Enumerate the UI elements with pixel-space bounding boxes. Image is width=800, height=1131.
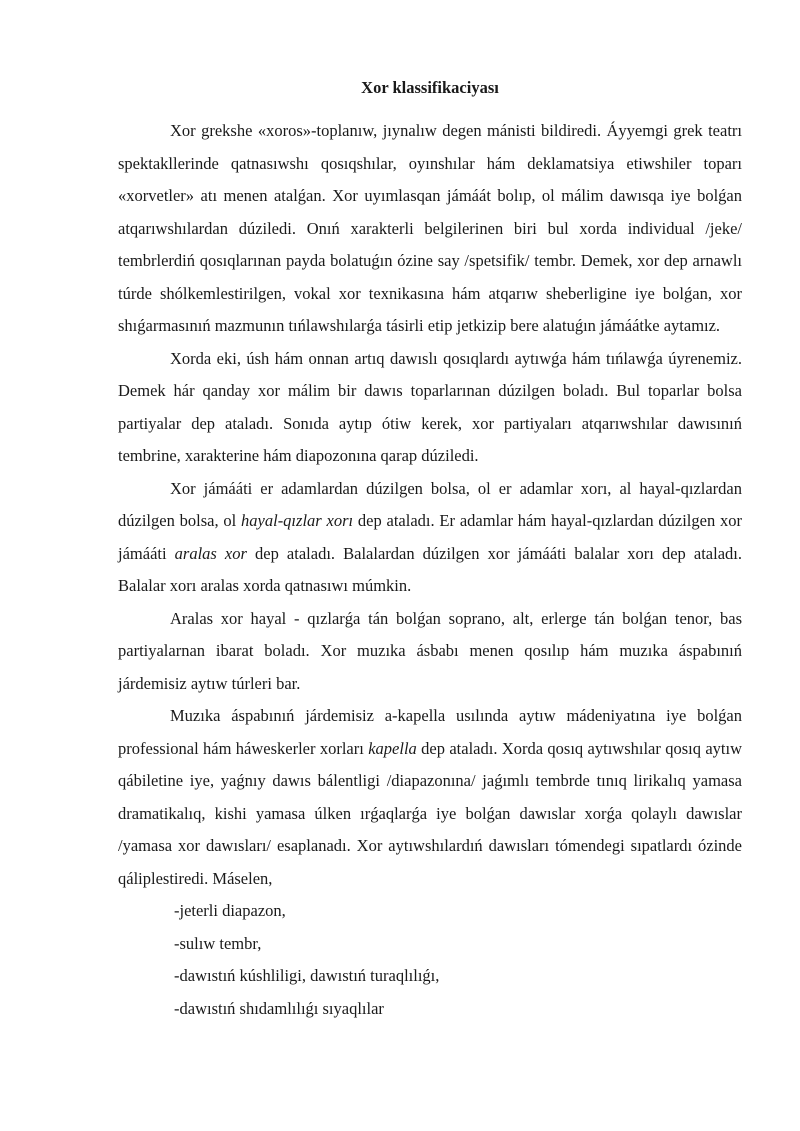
text-segment: dep ataladı. Er adamlar hám hayal-qızlardan dúzilgen xor jámááti: [118, 511, 742, 563]
list-item: -sulıw tembr,: [174, 933, 262, 953]
paragraph: [118, 115, 742, 343]
document-page: [118, 72, 742, 1025]
paragraph: [118, 343, 742, 473]
text-segment: dep ataladı. Balalardan dúzilgen xor jámááti balalar xorı dep ataladı. Balalar xorı aralas xorda qatnasıwı múmkin.: [118, 543, 742, 595]
text-segment: Muzıka áspabınıń járdemisiz a-kapella usılında aytıw mádeniyatına iye bolǵan professional hám háweskerler xorları: [118, 706, 742, 758]
list-item: -dawıstıń shıdamlılıǵı sıyaqlılar: [174, 998, 384, 1018]
document-body: [118, 115, 742, 895]
text-segment: Xor grekshe «xoros»-toplanıw, jıynalıw degen mánisti bildiredi. Áyyemgi grek teatrı spektakllerinde qatnasıwshı qosıqshılar, oyınshılar hám deklamatsiya etiwshiler toparı «xorvetler» atı menen atalǵan. Xor uyımlasqan jámáát bolıp, ol málim dawısqa iye bolǵan atqarıwshılardan dúziledi. Onıń xarakterli belgilerinen biri bul xorda individual /jeke/ tembrlerdiń qosıqlarınan payda bolatuǵın ózine say /spetsifik/ tembr. Demek, xor dep arnawlı túrde shólkemlestirilgen, vokal xor texnikasına hám atqarıw sheberligine iye bolǵan, xor shıǵarmasınıń mazmunın tıńlawshılarǵa tásirli etip jetkizip bere alatuǵın jámáátke aytamız.: [118, 121, 742, 335]
italic-term: kapella: [368, 738, 417, 758]
text-segment: Xorda eki, úsh hám onnan artıq dawıslı qosıqlardı aytıwǵa hám tıńlawǵa úyrenemiz. Demek hár qanday xor málim bir dawıs toparlarınan dúzilgen boladı. Bul toparlar bolsa partiyalar dep ataladı. Sonıda aytıp ótiw kerek, xor partiyaları atqarıwshılar dawısınıń tembrine, xarakterine hám diapozonına qarap dúziledi.: [118, 348, 742, 465]
text-segment: Aralas xor hayal - qızlarǵa tán bolǵan soprano, alt, erlerge tán bolǵan tenor, bas partiyalarnan ibarat boladı. Xor muzıka ásbabı menen qosılıp hám muzıka áspabınıń járdemisiz aytıw túrleri bar.: [118, 608, 742, 693]
list-item: -jeterli diapazon,: [174, 901, 286, 920]
text-segment: Xor jámááti er adamlardan dúzilgen bolsa, ol er adamlar xorı, al hayal-qızlardan dúzilgen bolsa, ol: [118, 478, 742, 530]
list-item: -dawıstıń kúshliligi, dawıstıń turaqlılıǵı,: [174, 966, 440, 985]
paragraph: [118, 700, 742, 895]
paragraph: [118, 473, 742, 603]
qualities-list: [118, 895, 742, 1025]
italic-term: hayal-qızlar xorı: [241, 511, 354, 530]
document-title: Xor klassifikaciyası: [361, 78, 499, 97]
paragraph: [118, 603, 742, 701]
italic-term: aralas xor: [174, 543, 247, 563]
text-segment: dep ataladı. Xorda qosıq aytıwshılar qosıq aytıw qábiletine iye, yaǵnıy dawıs bálentligi /diapazonına/ jaǵımlı tembrde tınıq lirikalıq yamasa dramatikalıq, kishi yamasa úlken ırǵaqlarǵa iye bolǵan dawıslar xorǵa qolaylı dawıslar /yamasa xor dawısları/ esaplanadı. Xor aytıwshılardıń dawısları tómendegi sıpatlardı ózinde qáliplestiredi. Máselen,: [118, 738, 743, 888]
